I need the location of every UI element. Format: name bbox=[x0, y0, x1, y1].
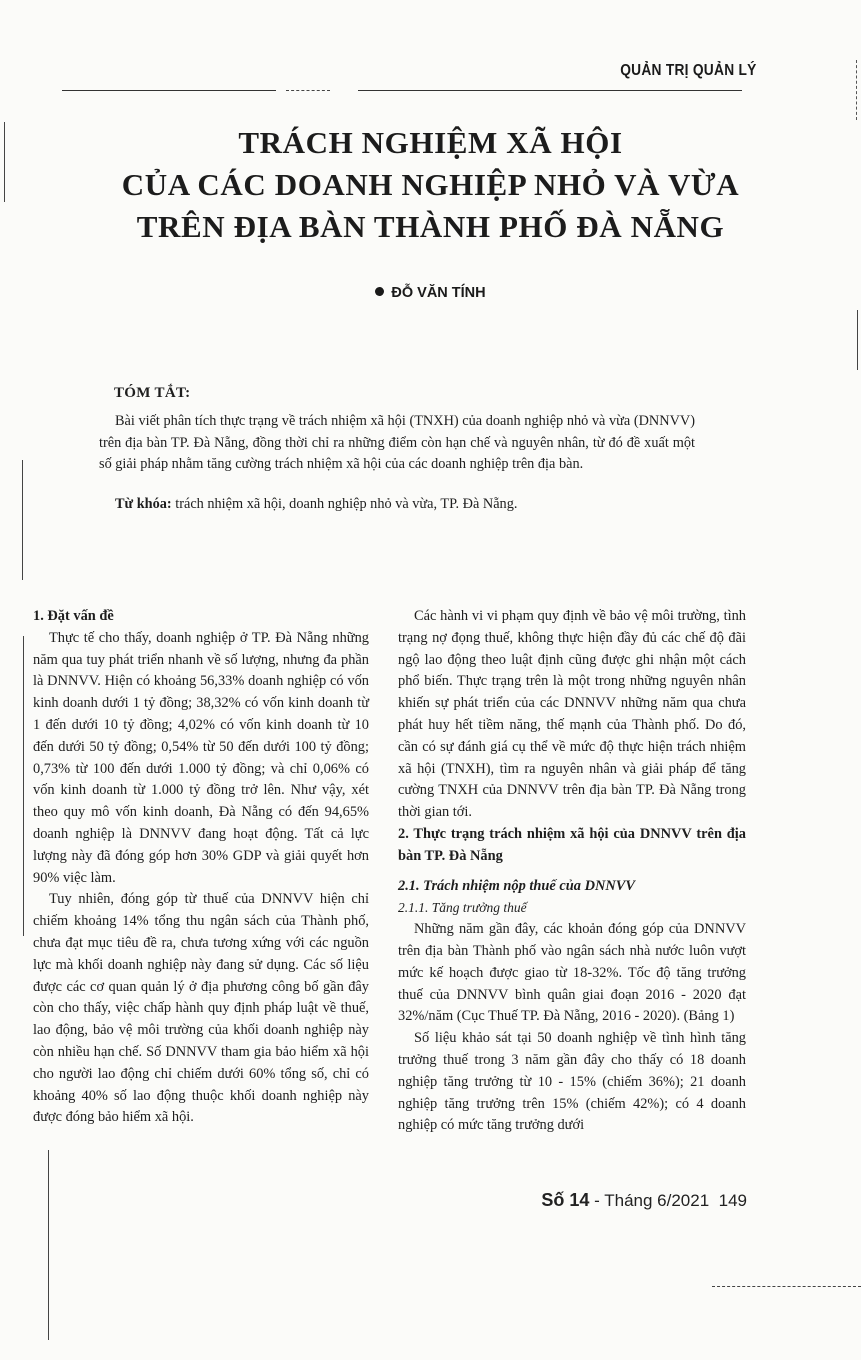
left-column bbox=[33, 606, 369, 1129]
issue-date: - Tháng 6/2021 bbox=[594, 1191, 710, 1210]
left-paragraph-2: Tuy nhiên, đóng góp từ thuế của DNNVV hiện chỉ chiếm khoảng 14% tổng thu ngân sách của Thành phố, chưa đạt mục tiêu đề ra, chưa tương xứng với các nguồn lực mà khối doanh nghiệp này đang sử dụng. Các số liệu được các cơ quan quản lý ở địa phương công bố gần đây còn cho thấy, việc chấp hành quy định pháp luật về thuế, lao động, bảo vệ môi trường của khối doanh nghiệp này còn nhiều hạn chế. Số DNNVV tham gia bảo hiểm xã hội cho người lao động chỉ chiếm dưới 60% tổng số, chỉ có khoảng 40% số lao động thuộc khối doanh nghiệp này được đóng bảo hiểm xã hội. bbox=[33, 891, 369, 1126]
right-paragraph-1: Các hành vi vi phạm quy định về bảo vệ môi trường, tình trạng nợ đọng thuế, không thực hiện đầy đủ các chế độ đãi ngộ lao động theo luật định cũng được ghi nhận một cách phổ biến. Thực trạng trên là một trong những nguyên nhân khiến sự phát triển của các DNNVV những năm qua chưa phát huy hết tiềm năng, thế mạnh của Thành phố. Do đó, cần có sự đánh giá cụ thể về mức độ thực hiện trách nhiệm xã hội (TNXH), tìm ra nguyên nhân và giải pháp để tăng cường TNXH của DNNVV trên địa bàn TP. Đà Nẵng trong thời gian tới. bbox=[398, 608, 746, 821]
header-rule-right bbox=[358, 90, 742, 91]
right-paragraph-3: Số liệu khảo sát tại 50 doanh nghiệp về tình hình tăng trưởng thuế trong 3 năm gần đây cho thấy có 18 doanh nghiệp tăng trưởng từ 10 - 15% (chiếm 36%); 21 doanh nghiệp tăng trưởng trên 15% (chiếm 42%); có 4 doanh nghiệp có mức tăng trưởng dưới bbox=[398, 1030, 746, 1134]
section-1-heading: 1. Đặt vấn đề bbox=[33, 608, 114, 624]
page-footer bbox=[541, 1190, 747, 1211]
header-rule-dashed bbox=[286, 90, 330, 91]
section-label: QUẢN TRỊ QUẢN LÝ bbox=[620, 62, 757, 79]
left-margin-rule-3 bbox=[23, 636, 24, 936]
right-paragraph-2: Những năm gần đây, các khoản đóng góp của DNNVV trên địa bàn Thành phố vào ngân sách nhà nước luôn vượt mức kế hoạch được giao từ 18-32%. Tốc độ tăng trưởng thuế của DNNVV bình quân giai đoạn 2016 - 2020 đạt 32%/năm (Cục Thuế TP. Đà Nẵng, 2016 - 2020). (Bảng 1) bbox=[398, 921, 746, 1025]
title-line-1: TRÁCH NGHIỆM XÃ HỘI bbox=[238, 125, 623, 160]
abstract-heading: TÓM TẮT: bbox=[114, 385, 191, 401]
subsection-2-1-heading: 2.1. Trách nhiệm nộp thuế của DNNVV bbox=[398, 877, 635, 894]
title-line-3: TRÊN ĐỊA BÀN THÀNH PHỐ ĐÀ NẴNG bbox=[136, 209, 725, 244]
bottom-rule-right bbox=[712, 1286, 861, 1287]
subsection-2-1-1-heading: 2.1.1. Tăng trưởng thuế bbox=[398, 900, 527, 916]
author-byline bbox=[0, 285, 861, 301]
left-margin-rule bbox=[4, 122, 5, 202]
article-title bbox=[30, 122, 831, 248]
right-edge-mark bbox=[856, 60, 857, 120]
title-line-2: CỦA CÁC DOANH NGHIỆP NHỎ VÀ VỪA bbox=[121, 167, 740, 202]
author-name: ĐỖ VĂN TÍNH bbox=[391, 285, 486, 301]
keywords-text: trách nhiệm xã hội, doanh nghiệp nhỏ và vừa, TP. Đà Nẵng. bbox=[175, 496, 518, 512]
left-paragraph-1: Thực tế cho thấy, doanh nghiệp ở TP. Đà Nẵng những năm qua tuy phát triển nhanh về số lượng, nhưng đa phần là DNNVV. Hiện có khoảng 56,33% doanh nghiệp có vốn kinh doanh dưới 1 tỷ đồng; 38,32% có vốn kinh doanh từ 1 đến dưới 10 tỷ đồng; 4,02% có vốn kinh doanh từ 10 đến dưới 50 tỷ đồng; 0,54% từ 50 đến dưới 100 tỷ đồng; 0,73% từ 100 đến dưới 1.000 tỷ đồng; và chỉ 0,06% có vốn kinh doanh từ 1.000 tỷ đồng trở lên. Như vậy, xét theo quy mô vốn kinh doanh, Đà Nẵng có đến 94,65% doanh nghiệp là DNNVV đang hoạt động. Tất cả lực lượng này đã đóng góp hơn 30% GDP và giải quyết hơn 90% việc làm. bbox=[33, 629, 369, 886]
keywords bbox=[99, 494, 695, 516]
header-rule-left bbox=[62, 90, 276, 91]
right-edge-mark-2 bbox=[857, 310, 858, 370]
left-margin-rule-2 bbox=[22, 460, 23, 580]
page-number: 149 bbox=[718, 1191, 747, 1210]
issue-number: Số 14 bbox=[541, 1190, 590, 1210]
keywords-label: Từ khóa: bbox=[115, 496, 172, 512]
abstract-body: Bài viết phân tích thực trạng về trách nhiệm xã hội (TNXH) của doanh nghiệp nhỏ và vừa (DNNVV) trên địa bàn TP. Đà Nẵng, đồng thời chỉ ra những điểm còn hạn chế và nguyên nhân, từ đó đề xuất một số giải pháp nhằm tăng cường trách nhiệm xã hội của các doanh nghiệp trên địa bàn. bbox=[99, 413, 695, 472]
left-margin-rule-4 bbox=[48, 1150, 49, 1340]
right-column bbox=[398, 606, 746, 1137]
bullet-icon bbox=[375, 287, 384, 296]
section-2-heading: 2. Thực trạng trách nhiệm xã hội của DNNVV trên địa bàn TP. Đà Nẵng bbox=[398, 825, 746, 864]
